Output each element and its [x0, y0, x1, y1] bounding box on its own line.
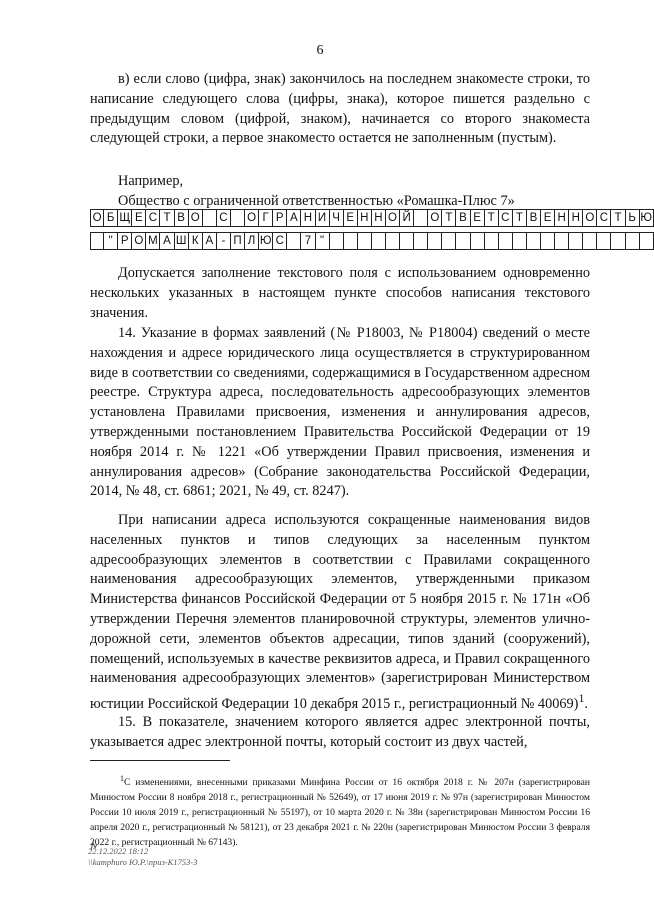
- grid-cell: [471, 232, 485, 250]
- page-number: 6: [316, 43, 324, 58]
- example-source-text: Общество с ограниченной ответственностью «Ромашка-Плюс 7»: [118, 193, 515, 209]
- paragraph-item-14: 14. Указание в формах заявлений (№ Р18003, № Р18004) сведений о месте нахождения и адресе юридического лица осуществляется в структурированном виде в соответствии со сведениями, содержащимися в Государственном адресном реестре. Структура адреса, последовательность адресообразующих элементов установлена Правилами присвоения, изменения и аннулирования адресов, утвержденными постановлением Правительства Российской Федерации от 19 ноября 2014 г. № 1221 «Об утверждении Правил присвоения, изменения и аннулирования адресов» (Собрание законодательства Российской Федерации, 2014, № 48, ст. 6861; 2021, № 49, ст. 8247).: [90, 325, 590, 500]
- grid-cell: [330, 232, 344, 250]
- grid-cell: К: [189, 232, 203, 250]
- grid-cell: [485, 232, 499, 250]
- grid-cell: Б: [104, 209, 118, 227]
- grid-cell: И: [316, 209, 330, 227]
- grid-cell: А: [160, 232, 174, 250]
- grid-cell: В: [175, 209, 189, 227]
- grid-cell: ": [316, 232, 330, 250]
- stamp-datetime: 22.12.2022 18:12: [88, 846, 149, 856]
- grid-cell: С: [217, 209, 231, 227]
- grid-cell: [456, 232, 470, 250]
- grid-cell: [640, 232, 654, 250]
- footnote-mark: 1: [120, 774, 124, 783]
- grid-cell: Т: [611, 209, 625, 227]
- grid-cell: Н: [372, 209, 386, 227]
- grid-cell: [626, 232, 640, 250]
- grid-cell: [400, 232, 414, 250]
- grid-cell: Н: [569, 209, 583, 227]
- grid-cell: [597, 232, 611, 250]
- grid-cell: -: [217, 232, 231, 250]
- grid-cell: [527, 232, 541, 250]
- paragraph-address-abbreviations-text: При написании адреса используются сокращенные наименования видов населенных пунктов и типов следующих за населенным пунктом адресообразующих элементов в соответствии с Правилами сокращенного наименования адресообразующих элементов, утвержденными приказом Министерства финансов Российской Федерации от 5 ноября 2015 г. № 171н «Об утверждении Перечня элементов планировочной структуры, элементов улично-дорожной сети, элементов объектов адресации, типов зданий (сооружений), помещений, используемых в качестве реквизитов адреса, и Правил сокращенного наименования адресообразующих элементов» (зарегистрирован Министерством юстиции Российской Федерации 10 декабря 2015 г., регистрационный № 40069): [90, 512, 590, 712]
- grid-cell: С: [499, 209, 513, 227]
- grid-cell: Т: [513, 209, 527, 227]
- grid-cell: Ю: [640, 209, 654, 227]
- grid-cell: Ш: [175, 232, 189, 250]
- grid-cell: О: [583, 209, 597, 227]
- paragraph-end-punct: .: [584, 695, 588, 712]
- grid-cell: [386, 232, 400, 250]
- grid-cell: Е: [471, 209, 485, 227]
- example-label: Например,: [118, 173, 184, 189]
- footnote-divider: [90, 760, 230, 761]
- footnote-text: С изменениями, внесенными приказами Минфина России от 16 октября 2018 г. № 207н (зарегистрирован Минюстом России 8 ноября 2018 г., регистрационный № 52649), от 17 июня 2019 г. № 97н (зарегистрирован Минюстом России 10 июля 2019 г., регистрационный № 55197), от 10 марта 2020 г. № 38н (зарегистрирован Минюстом России 16 апреля 2020 г., регистрационный № 58121), от 23 декабря 2021 г. № 220н (зарегистрирован Минюстом России 3 февраля 2022 г., регистрационный № 67143).: [90, 777, 590, 849]
- document-stamp: [88, 846, 197, 868]
- grid-cell: П: [231, 232, 245, 250]
- grid-cell: 7: [301, 232, 315, 250]
- grid-cell: С: [146, 209, 160, 227]
- grid-cell: [513, 232, 527, 250]
- grid-cell: О: [386, 209, 400, 227]
- grid-cell: ": [104, 232, 118, 250]
- grid-cell: Т: [485, 209, 499, 227]
- grid-cell: [203, 209, 217, 227]
- grid-cell: Т: [160, 209, 174, 227]
- grid-cell: Ч: [330, 209, 344, 227]
- grid-cell: Ь: [626, 209, 640, 227]
- grid-cell: [414, 209, 428, 227]
- paragraph-item-15: 15. В показателе, значением которого является адрес электронной почты, указывается адрес электронной почты, который состоит из двух частей,: [90, 714, 590, 750]
- grid-cell: В: [527, 209, 541, 227]
- grid-cell: Н: [555, 209, 569, 227]
- grid-cell: В: [456, 209, 470, 227]
- grid-cell: [499, 232, 513, 250]
- grid-cell: [555, 232, 569, 250]
- grid-cell: [583, 232, 597, 250]
- grid-cell: Е: [344, 209, 358, 227]
- grid-cell: М: [146, 232, 160, 250]
- footnote-reference: 1: [578, 691, 585, 706]
- grid-cell: Т: [442, 209, 456, 227]
- grid-cell: [442, 232, 456, 250]
- grid-cell: Щ: [118, 209, 132, 227]
- grid-cell: Н: [358, 209, 372, 227]
- paragraph-address-abbreviations: [90, 511, 590, 715]
- grid-cell: Р: [118, 232, 132, 250]
- grid-cell: Л: [245, 232, 259, 250]
- character-grid-row-2: [90, 232, 654, 250]
- grid-cell: О: [428, 209, 442, 227]
- grid-cell: [541, 232, 555, 250]
- grid-cell: Ю: [259, 232, 273, 250]
- grid-cell: [569, 232, 583, 250]
- grid-cell: С: [597, 209, 611, 227]
- grid-cell: [90, 232, 104, 250]
- grid-cell: Е: [541, 209, 555, 227]
- grid-cell: Й: [400, 209, 414, 227]
- grid-cell: О: [90, 209, 104, 227]
- grid-cell: О: [132, 232, 146, 250]
- paragraph-combined-methods: Допускается заполнение текстового поля с использованием одновременно нескольких указанных в настоящем пункте способов написания текстового значения.: [90, 265, 590, 321]
- grid-cell: О: [189, 209, 203, 227]
- paragraph-subitem-v: в) если слово (цифра, знак) закончилось на последнем знакоместе строки, то написание следующего слова (цифры, знака), которое пишется раздельно с предыдущим словом (цифрой, знаком), начинается со второго знакоместа следующей строки, а первое знакоместо остается не заполненным (пустым).: [90, 71, 590, 147]
- footnote: [90, 771, 590, 850]
- grid-cell: Г: [259, 209, 273, 227]
- grid-cell: [414, 232, 428, 250]
- grid-cell: [231, 209, 245, 227]
- grid-cell: [358, 232, 372, 250]
- grid-cell: А: [203, 232, 217, 250]
- grid-cell: Е: [132, 209, 146, 227]
- character-grid-row-1: [90, 209, 654, 227]
- stamp-path: \\kamphuro Ю.Р.\приз-К1753-3: [88, 857, 198, 867]
- grid-cell: [428, 232, 442, 250]
- grid-cell: [287, 232, 301, 250]
- grid-cell: Р: [273, 209, 287, 227]
- grid-cell: [344, 232, 358, 250]
- grid-cell: А: [287, 209, 301, 227]
- grid-cell: [372, 232, 386, 250]
- grid-cell: [611, 232, 625, 250]
- grid-cell: С: [273, 232, 287, 250]
- grid-cell: Н: [301, 209, 315, 227]
- grid-cell: О: [245, 209, 259, 227]
